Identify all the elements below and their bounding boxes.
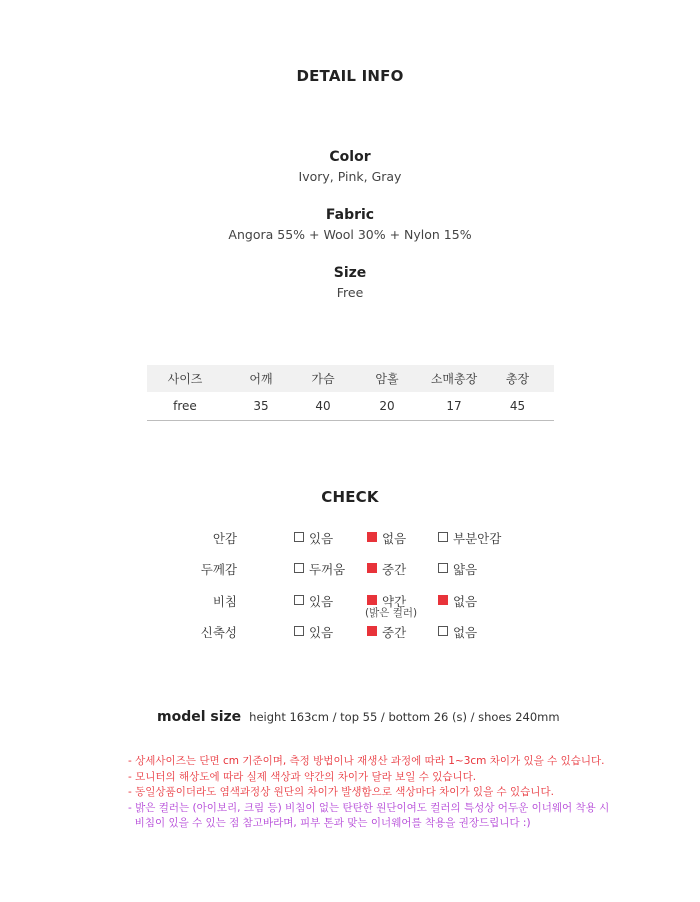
model-size-label: model size <box>157 709 242 725</box>
checkbox-checked <box>438 595 448 605</box>
spec-fabric <box>0 207 700 242</box>
check-row-sheerness <box>0 592 700 612</box>
check-label-thickness: 두께감 <box>200 562 237 577</box>
check-title: CHECK <box>321 488 379 506</box>
note-line: - 모니터의 해상도에 따라 실제 색상과 약간의 차이가 달라 보일 수 있습니다. <box>128 770 477 783</box>
spec-fabric-label: Fabric <box>325 207 375 223</box>
cell-size: free <box>173 399 197 413</box>
check-option <box>367 529 406 547</box>
checkbox-checked <box>367 626 377 636</box>
header-shoulder: 어깨 <box>249 372 273 386</box>
header-sleeve-length: 소매총장 <box>430 372 478 386</box>
checkbox-empty <box>438 563 448 573</box>
option-label: 없음 <box>453 625 478 640</box>
header-total-length: 총장 <box>505 372 530 386</box>
check-option <box>367 560 406 578</box>
model-size-value: height 163cm / top 55 / bottom 26 (s) / shoes 240mm <box>249 710 560 724</box>
notes <box>128 754 610 832</box>
checkbox-empty <box>438 626 448 636</box>
check-option <box>294 529 333 547</box>
checkbox-checked <box>367 532 377 542</box>
check-option <box>294 560 345 578</box>
cell-armhole: 20 <box>379 399 395 413</box>
spec-color <box>0 149 700 184</box>
spec-size <box>0 265 700 300</box>
cell-shoulder: 35 <box>253 399 269 413</box>
header-armhole: 암홀 <box>375 372 399 386</box>
check-label-elasticity: 신축성 <box>200 625 237 640</box>
option-label: 있음 <box>309 531 334 546</box>
size-table-header <box>147 365 554 392</box>
option-label: 없음 <box>382 531 407 546</box>
checkbox-empty <box>438 532 448 542</box>
checkbox-empty <box>294 532 304 542</box>
check-option <box>438 529 501 547</box>
spec-color-label: Color <box>329 149 371 165</box>
size-table <box>147 365 554 421</box>
option-label: 중간 <box>382 562 407 577</box>
check-row-elasticity <box>0 623 700 643</box>
spec-size-label: Size <box>333 265 367 281</box>
check-row-thickness <box>0 560 700 580</box>
check-option <box>294 592 333 610</box>
sheerness-note: (밝은 컬러) <box>365 607 418 619</box>
spec-fabric-value: Angora 55% + Wool 30% + Nylon 15% <box>228 227 472 242</box>
header-chest: 가슴 <box>311 372 335 386</box>
option-label: 부분안감 <box>453 531 502 546</box>
check-option <box>438 623 477 641</box>
note-line: - 밝은 컬러는 (아이보리, 크림 등) 비침이 없는 탄탄한 원단이여도 컬러의 특성상 어두운 이너웨어 착용 시 <box>128 801 610 814</box>
check-option <box>438 560 477 578</box>
detail-info-title: DETAIL INFO <box>296 67 404 85</box>
cell-chest: 40 <box>315 399 331 413</box>
check-option <box>367 623 406 641</box>
check-label-sheerness: 비침 <box>212 594 237 609</box>
checkbox-empty <box>294 595 304 605</box>
check-row-lining <box>0 529 700 549</box>
model-size <box>157 706 560 725</box>
cell-sleeve-length: 17 <box>446 399 462 413</box>
check-option <box>294 623 333 641</box>
option-label: 있음 <box>309 625 334 640</box>
spec-size-value: Free <box>336 285 364 300</box>
checkbox-checked <box>367 595 377 605</box>
cell-total-length: 45 <box>509 399 526 413</box>
option-label: 없음 <box>453 594 478 609</box>
option-label: 있음 <box>309 594 334 609</box>
note-line: - 상세사이즈는 단면 cm 기준이며, 측정 방법이나 재생산 과정에 따라 1~3cm 차이가 있을 수 있습니다. <box>128 755 605 767</box>
check-label-lining: 안감 <box>212 531 237 546</box>
spec-color-value: Ivory, Pink, Gray <box>298 169 402 184</box>
table-row <box>147 392 554 421</box>
checkbox-empty <box>294 626 304 636</box>
header-size: 사이즈 <box>167 372 203 386</box>
option-label: 두꺼움 <box>309 562 346 577</box>
note-line: - 동일상품이더라도 염색과정상 원단의 차이가 발생함으로 색상마다 차이가 있을 수 있습니다. <box>128 786 554 798</box>
option-label: 얇음 <box>453 562 478 577</box>
option-label: 중간 <box>382 625 407 640</box>
checkbox-empty <box>294 563 304 573</box>
check-option <box>438 592 477 610</box>
note-line: 비침이 있을 수 있는 점 참고바라며, 피부 톤과 맞는 이너웨어를 착용을 권장드립니다 :) <box>128 817 531 829</box>
checkbox-checked <box>367 563 377 573</box>
option-label: 약간 <box>382 594 407 609</box>
